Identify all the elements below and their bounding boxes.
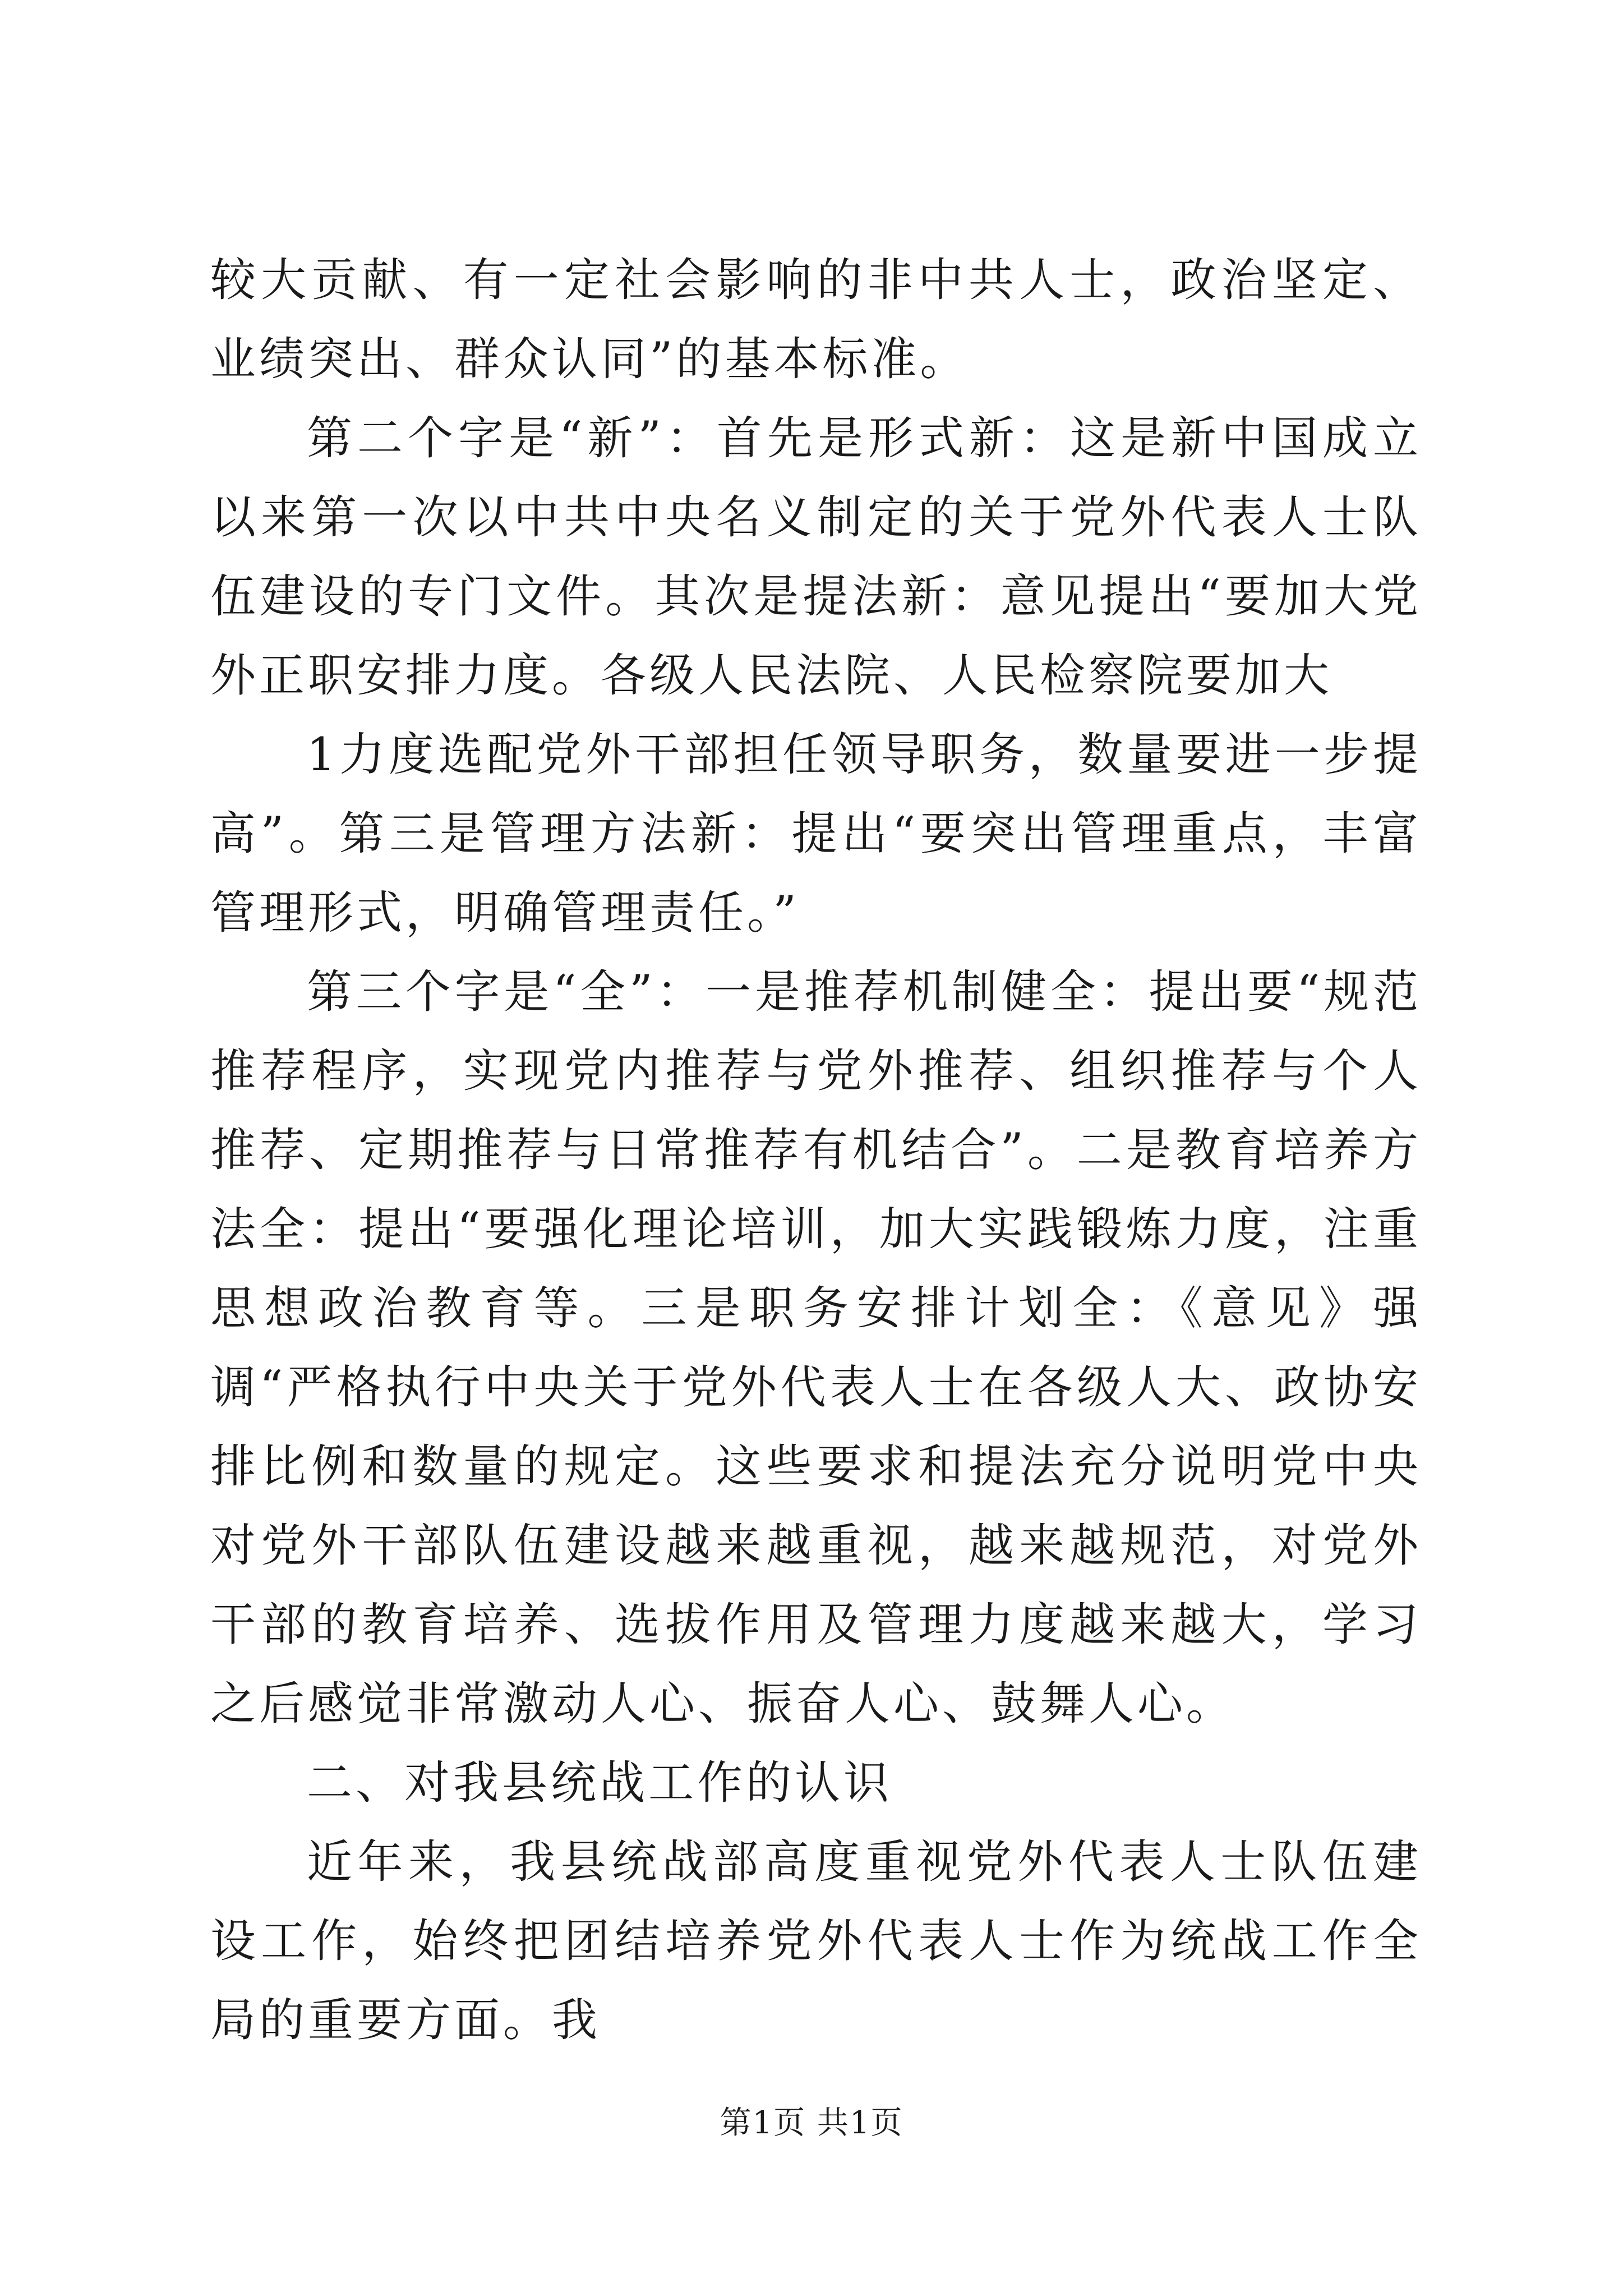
paragraph-third-character: 第三个字是“全”：一是推荐机制健全：提出要“规范推荐程序，实现党内推荐与党外推荐、组织推荐与个人推荐、定期推荐与日常推荐有机结合”。二是教育培养方法全：提出“要强化理论培训，加大实践锻炼力度，注重思想政治教育等。三是职务安排计划全：《意见》强调“严格执行中央关于党外代表人士在各级人大、政协安排比例和数量的规定。这些要求和提法充分说明党中央对党外干部队伍建设越来越重视，越来越规范，对党外干部的教育培养、选拔作用及管理力度越来越大，学习之后感觉非常激动人心、振奋人心、鼓舞人心。 bbox=[210, 966, 1422, 1731]
paragraph-management-method: 1力度选配党外干部担任领导职务，数量要进一步提高”。第三是管理方法新：提出“要突出管理重点，丰富管理形式，明确管理责任。” bbox=[210, 729, 1422, 940]
paragraph-second-character: 第二个字是“新”：首先是形式新：这是新中国成立以来第一次以中共中央名义制定的关于党外代表人士队伍建设的专门文件。其次是提法新：意见提出“要加大党外正职安排力度。各级人民法院、人民检察院要加大 bbox=[210, 412, 1422, 702]
page-footer: 第1页 共1页 bbox=[720, 2105, 903, 2141]
document-body bbox=[210, 241, 1422, 2060]
section-heading: 二、对我县统战工作的认识 bbox=[307, 1757, 893, 1810]
paragraph-recent-years: 近年来，我县统战部高度重视党外代表人士队伍建设工作，始终把团结培养党外代表人士作为统战工作全局的重要方面。我 bbox=[210, 1836, 1422, 2047]
paragraph-continuation: 较大贡献、有一定社会影响的非中共人士，政治坚定、业绩突出、群众认同”的基本标准。 bbox=[210, 254, 1422, 386]
